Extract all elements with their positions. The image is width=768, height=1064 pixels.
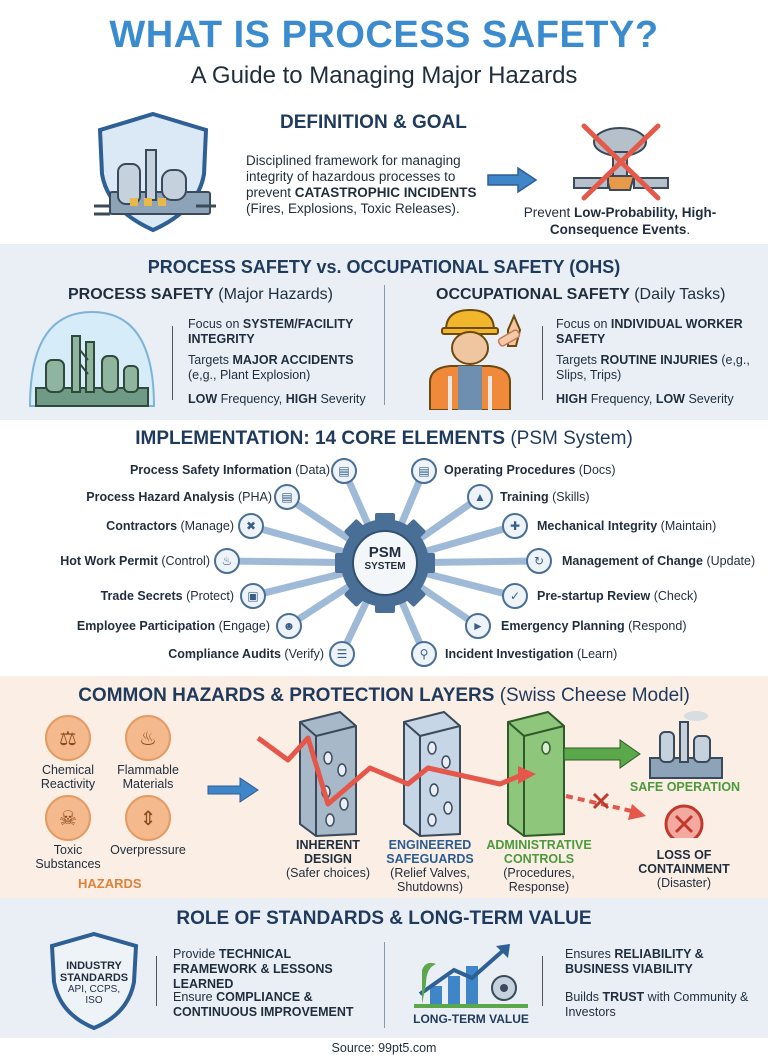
item-pre: Provide [173,947,219,961]
layer-title: ENGINEERED SAFEGUARDS [386,838,474,866]
worker-icon [420,306,530,410]
standards-divider [384,942,385,1028]
page-subtitle: A Guide to Managing Major Hazards [190,62,578,89]
psm-element [86,490,272,504]
implementation-heading-rest: (PSM System) [505,428,633,449]
shield-plant-icon [88,110,218,234]
item-bold-2: LOW [655,392,685,406]
document-icon: ▤ [274,484,300,510]
standards-item [173,947,373,992]
source-footer: Source: 99pt5.com [331,1041,437,1055]
element-name: Operating Procedures [444,463,576,477]
comparison-heading: PROCESS SAFETY vs. OCCUPATIONAL SAFETY (OHS) [147,257,621,277]
flame-icon: ♨ [125,715,171,761]
item-bold: MAJOR ACCIDENTS [232,353,354,367]
psm-element [537,519,716,533]
no-explosion-icon [568,120,674,202]
element-desc: (Learn) [573,647,618,661]
wrench-icon: ✚ [502,513,528,539]
element-name: Training [500,490,549,504]
goal-text-bold: Low-Probability, High-Consequence Events [549,205,717,237]
process-safety-title-rest: (Major Hazards) [213,286,333,303]
layer-administrative-controls [482,838,596,894]
item-bold: COMPLIANCE & CONTINUOUS IMPROVEMENT [173,990,354,1019]
hazard-label: Chemical Reactivity [40,763,96,791]
loss-title: LOSS OF CONTAINMENT [638,848,730,876]
loss-of-containment-label [624,848,744,890]
value-item [565,990,755,1020]
safe-operation-label: SAFE OPERATION [629,780,741,794]
hazard-label: Flammable Materials [117,763,179,791]
occupational-safety-title-rest: (Daily Tasks) [629,286,726,303]
definition-section [0,100,768,244]
psm-element [500,490,590,504]
page-title: WHAT IS PROCESS SAFETY? [109,14,659,56]
comparison-divider [384,285,385,405]
element-name: Process Hazard Analysis [86,490,235,504]
standards-connector [156,956,157,1006]
hazard-label: Overpressure [110,843,186,857]
item-post-2: Severity [684,392,734,406]
item-post: Frequency, [217,392,286,406]
magnifier-icon: ⚲ [411,641,437,667]
psm-hub-line-1: PSM [368,544,402,561]
goal-text-prefix: Prevent [523,205,575,220]
element-name: Management of Change [562,554,703,568]
item-bold: RELIABILITY & BUSINESS VIABILITY [565,947,704,976]
hazards-heading-rest: (Swiss Cheese Model) [494,685,690,706]
standards-item [173,990,373,1020]
item-bold-2: HIGH [285,392,317,406]
item-pre: Ensure [173,990,217,1004]
psm-element [106,519,234,533]
hazard-label: Toxic Substances [35,843,101,871]
element-desc: (Control) [157,554,210,568]
element-desc: (PHA) [234,490,272,504]
swiss-cheese-diagram [200,708,740,838]
element-name: Process Safety Information [129,463,292,477]
item-post: (e,g., Plant Explosion) [188,368,311,382]
item-pre: Targets [188,353,233,367]
document-icon: ▤ [411,458,437,484]
implementation-heading-bold: IMPLEMENTATION: 14 CORE ELEMENTS [135,428,506,449]
item-bold: ROUTINE INJURIES [600,353,718,367]
layer-inherent-design [280,838,376,880]
item-bold: SYSTEM/FACILITY INTEGRITY [188,317,354,346]
element-name: Hot Work Permit [60,554,158,568]
process-safety-item [188,392,378,407]
psm-element [60,554,210,568]
process-safety-item [188,317,378,347]
item-post: Frequency, [587,392,656,406]
item-post: (e,g., Slips, Trips) [556,353,750,382]
element-desc: (Skills) [548,490,590,504]
element-desc: (Maintain) [657,519,717,533]
element-name: Emergency Planning [501,619,625,633]
definition-text-suffix: (Fires, Explosions, Toxic Releases). [246,201,460,216]
element-name: Mechanical Integrity [537,519,658,533]
psm-hub-label [345,545,425,572]
layer-title: INHERENT DESIGN [296,838,360,866]
loss-desc: (Disaster) [656,876,712,890]
checklist-icon: ✓ [502,583,528,609]
arrow-right-icon [486,166,538,194]
growth-chart-icon [414,940,528,1010]
process-safety-item [188,353,378,383]
item-bold: TECHNICAL FRAMEWORK & LESSONS LEARNED [173,947,333,991]
hazards-group-label: HAZARDS [78,876,142,891]
element-desc: (Verify) [280,647,324,661]
tools-icon: ✖ [238,513,264,539]
layer-desc: (Safer choices) [285,866,371,880]
dome-plant-icon [26,306,156,410]
psm-element [562,554,755,568]
definition-text-prefix: Disciplined framework for managing integrity of hazardous processes to prevent [246,153,461,200]
badge-line-4: ISO [85,995,103,1006]
psm-element [501,619,687,633]
graduation-cap-icon: ▲ [467,484,493,510]
badge-line-2: STANDARDS [59,972,129,984]
skull-icon: ☠ [45,795,91,841]
item-post-2: Severity [316,392,366,406]
item-pre: Targets [556,353,601,367]
occupational-safety-title-bold: OCCUPATIONAL SAFETY [436,286,630,303]
item-post: with Community & Investors [565,990,749,1019]
item-bold: LOW [188,392,218,406]
long-term-value-label: LONG-TERM VALUE [413,1012,529,1026]
element-desc: (Check) [650,589,698,603]
badge-line-3: API, CCPS, [67,984,121,995]
element-desc: (Manage) [177,519,234,533]
refresh-icon: ↻ [526,548,552,574]
item-pre: Focus on [188,317,243,331]
goal-text-suffix: . [686,222,691,237]
element-desc: (Docs) [575,463,616,477]
occupational-safety-title [436,286,726,304]
process-safety-connector [172,326,173,400]
layer-title: ADMINISTRATIVE CONTROLS [486,838,592,866]
hazards-heading [0,685,768,707]
layer-desc: (Relief Valves, Shutdowns) [390,866,470,894]
psm-hub-line-2: SYSTEM [364,561,406,572]
document-icon: ▤ [331,458,357,484]
goal-text [520,204,720,238]
value-item [565,947,755,977]
item-pre: Ensures [565,947,615,961]
process-safety-title-bold: PROCESS SAFETY [68,286,214,303]
layer-engineered-safeguards [380,838,480,894]
lock-icon: ▣ [240,583,266,609]
item-pre: Builds [565,990,603,1004]
occupational-safety-connector [542,326,543,400]
psm-element [168,647,324,661]
element-name: Employee Participation [76,619,216,633]
standards-badge-text [44,960,144,1006]
standards-heading: ROLE OF STANDARDS & LONG-TERM VALUE [176,908,592,929]
element-name: Compliance Audits [168,647,281,661]
element-desc: (Engage) [215,619,270,633]
flame-icon: ♨ [214,548,240,574]
psm-element [444,463,616,477]
flask-icon: ⚖ [45,715,91,761]
psm-element [101,589,234,603]
megaphone-icon: ► [465,613,491,639]
occupational-safety-item [556,392,756,407]
item-bold: TRUST [602,990,645,1004]
value-connector [542,956,543,1006]
psm-element [445,647,617,661]
clipboard-icon: ☰ [329,641,355,667]
psm-element [77,619,270,633]
badge-line-1: INDUSTRY [66,960,122,972]
occupational-safety-item [556,317,746,347]
item-pre: Focus on [556,317,611,331]
element-name: Contractors [106,519,178,533]
definition-text [246,153,481,217]
psm-element [537,589,697,603]
element-desc: (Respond) [624,619,687,633]
item-bold: INDIVIDUAL WORKER SAFETY [556,317,743,346]
element-desc: (Protect) [182,589,234,603]
definition-heading: DEFINITION & GOAL [280,112,467,133]
pressure-icon: ⇕ [125,795,171,841]
element-desc: (Update) [703,554,756,568]
process-safety-title [68,286,333,304]
element-name: Trade Secrets [100,589,183,603]
item-bold: HIGH [556,392,588,406]
hazards-heading-bold: COMMON HAZARDS & PROTECTION LAYERS [78,685,495,706]
element-name: Incident Investigation [445,647,574,661]
implementation-heading [0,428,768,450]
element-name: Pre-startup Review [537,589,651,603]
people-icon: ☻ [276,613,302,639]
definition-text-bold: CATASTROPHIC INCIDENTS [294,185,477,200]
occupational-safety-item [556,353,756,383]
layer-desc: (Procedures, Response) [503,866,575,894]
element-desc: (Data) [291,463,330,477]
psm-element [130,463,330,477]
